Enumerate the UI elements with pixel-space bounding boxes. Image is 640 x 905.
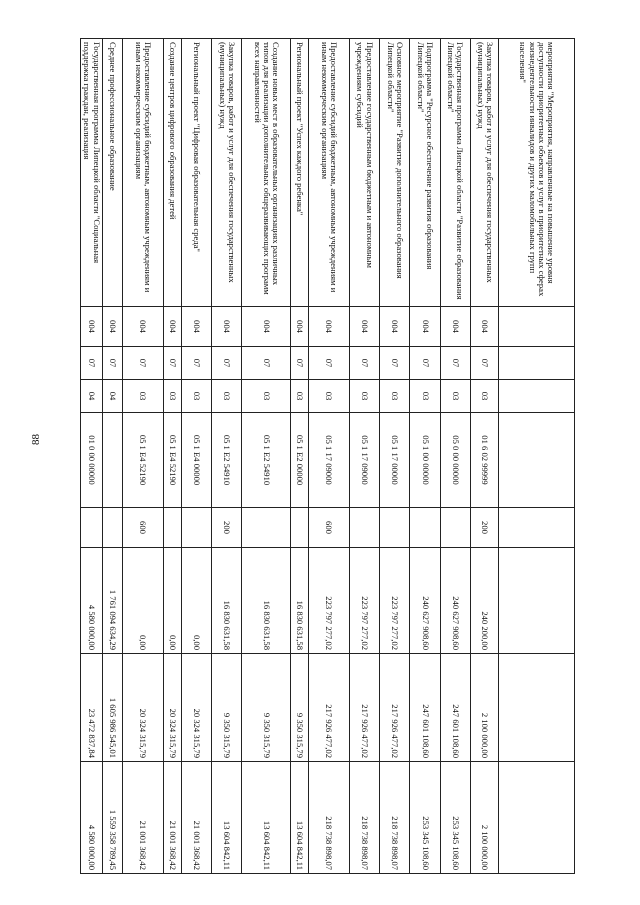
section-code: 07 (212, 347, 242, 380)
admin-code: 004 (212, 307, 242, 347)
target-article: 05 1 E4 52190 (163, 413, 181, 508)
expense-type (290, 508, 308, 548)
admin-code: 004 (349, 307, 379, 347)
admin-code: 004 (410, 307, 440, 347)
amount-year-3: 218 738 898,07 (309, 762, 349, 874)
amount-year-2: 20 324 315,79 (163, 654, 181, 762)
target-article (499, 413, 575, 508)
amount-year-3: 253 345 108,60 (440, 762, 470, 874)
expense-type: 600 (123, 508, 163, 548)
row-name: Основное мероприятие "Развитие дополнительного образования Липецкой области" (379, 39, 409, 307)
table-row (410, 39, 440, 874)
amount-year-1: 240 627 908,60 (440, 548, 470, 654)
amount-year-3: 21 001 368,42 (181, 762, 211, 874)
amount-year-3: 218 738 898,07 (349, 762, 379, 874)
row-name: Предоставление субсидий бюджетным, автономным учреждениям и иным некоммерческим организациям (123, 39, 163, 307)
target-article: 05 1 17 09000 (309, 413, 349, 508)
target-article: 05 1 E4 00000 (181, 413, 211, 508)
section-code: 07 (102, 347, 122, 380)
row-name: Предоставление субсидий бюджетным, автономным учреждениям и иным некоммерческим организациям (309, 39, 349, 307)
amount-year-2: 217 926 477,02 (309, 654, 349, 762)
expense-type (102, 508, 122, 548)
row-name: мероприятия "Мероприятия, направленные на повышение уровня доступности приоритетных объектов и услуг в приоритетных сферах жизнедеятельности инвалидов и других маломобильных групп населения" (499, 39, 575, 307)
row-name: Предоставление государственным бюджетным и автономным учреждениям субсидий (349, 39, 379, 307)
expense-type (499, 508, 575, 548)
amount-year-1: 16 830 631,58 (242, 548, 291, 654)
amount-year-1: 4 580 000,00 (81, 548, 103, 654)
amount-year-3: 13 604 842,11 (242, 762, 291, 874)
subsection-code: 03 (470, 380, 498, 413)
expense-type (181, 508, 211, 548)
section-code: 07 (309, 347, 349, 380)
target-article: 05 1 E2 54910 (212, 413, 242, 508)
subsection-code: 03 (163, 380, 181, 413)
amount-year-2: 9 350 315,79 (212, 654, 242, 762)
row-name: Закупка товаров, работ и услуг для обеспечения государственных (муниципальных) нужд (470, 39, 498, 307)
subsection-code: 03 (123, 380, 163, 413)
amount-year-3: 218 738 898,07 (379, 762, 409, 874)
table-row (470, 39, 498, 874)
section-code: 07 (440, 347, 470, 380)
amount-year-2: 23 472 837,84 (81, 654, 103, 762)
table-row (349, 39, 379, 874)
target-article: 01 6 02 99999 (470, 413, 498, 508)
table-row (212, 39, 242, 874)
table-row (102, 39, 122, 874)
subsection-code: 03 (349, 380, 379, 413)
table-row (499, 39, 575, 874)
row-name: Государственная программа Липецкой области "Социальная поддержка граждан, реализация (81, 39, 103, 307)
target-article: 05 1 E2 54910 (242, 413, 291, 508)
expense-type (242, 508, 291, 548)
amount-year-3: 1 559 358 789,45 (102, 762, 122, 874)
amount-year-2: 20 324 315,79 (181, 654, 211, 762)
amount-year-2: 247 601 108,60 (410, 654, 440, 762)
admin-code: 004 (242, 307, 291, 347)
admin-code: 004 (102, 307, 122, 347)
amount-year-1: 240 200,00 (470, 548, 498, 654)
expense-type: 200 (470, 508, 498, 548)
subsection-code: 03 (440, 380, 470, 413)
section-code: 07 (410, 347, 440, 380)
amount-year-1: 0,00 (123, 548, 163, 654)
amount-year-2: 9 350 315,79 (290, 654, 308, 762)
amount-year-2: 1 605 986 545,01 (102, 654, 122, 762)
amount-year-1: 223 797 277,02 (309, 548, 349, 654)
expense-type: 200 (212, 508, 242, 548)
section-code: 07 (290, 347, 308, 380)
amount-year-3: 13 604 842,11 (212, 762, 242, 874)
amount-year-3: 13 604 842,11 (290, 762, 308, 874)
target-article: 05 0 00 00000 (440, 413, 470, 508)
row-name: Подпрограмма "Ресурсное обеспечение развития образования Липецкой области" (410, 39, 440, 307)
table-row (81, 39, 103, 874)
table-row (163, 39, 181, 874)
section-code (499, 347, 575, 380)
target-article (102, 413, 122, 508)
amount-year-3: 21 001 368,42 (163, 762, 181, 874)
section-code: 07 (242, 347, 291, 380)
subsection-code: 03 (181, 380, 211, 413)
amount-year-2: 2 100 000,00 (470, 654, 498, 762)
table-row (123, 39, 163, 874)
row-name: Государственная программа Липецкой области "Развитие образования Липецкой области" (440, 39, 470, 307)
admin-code: 004 (379, 307, 409, 347)
amount-year-1: 16 830 631,58 (212, 548, 242, 654)
table-row (181, 39, 211, 874)
amount-year-1: 223 797 277,02 (349, 548, 379, 654)
amount-year-2: 247 601 108,60 (440, 654, 470, 762)
amount-year-2: 9 350 315,79 (242, 654, 291, 762)
target-article: 05 1 E4 52190 (123, 413, 163, 508)
admin-code: 004 (309, 307, 349, 347)
expense-type (163, 508, 181, 548)
subsection-code: 03 (290, 380, 308, 413)
table-body (81, 39, 575, 874)
amount-year-1: 1 761 094 634,29 (102, 548, 122, 654)
subsection-code: 03 (309, 380, 349, 413)
amount-year-3: 253 345 108,60 (410, 762, 440, 874)
section-code: 07 (470, 347, 498, 380)
target-article: 05 1 E2 00000 (290, 413, 308, 508)
amount-year-2: 20 324 315,79 (123, 654, 163, 762)
subsection-code: 03 (242, 380, 291, 413)
section-code: 07 (81, 347, 103, 380)
amount-year-1: 223 797 277,02 (379, 548, 409, 654)
row-name: Создание центров цифрового образования детей (163, 39, 181, 307)
amount-year-1: 16 830 631,58 (290, 548, 308, 654)
expense-type (410, 508, 440, 548)
target-article: 05 1 00 00000 (410, 413, 440, 508)
section-code: 07 (163, 347, 181, 380)
subsection-code: 04 (102, 380, 122, 413)
admin-code: 004 (290, 307, 308, 347)
amount-year-3 (499, 762, 575, 874)
table-row (379, 39, 409, 874)
amount-year-1 (499, 548, 575, 654)
row-name: Среднее профессиональное образование (102, 39, 122, 307)
amount-year-3: 21 001 368,42 (123, 762, 163, 874)
admin-code: 004 (181, 307, 211, 347)
section-code: 07 (349, 347, 379, 380)
row-name: Региональный проект "Успех каждого ребенка" (290, 39, 308, 307)
rotated-table-container (80, 38, 575, 873)
amount-year-2: 217 926 477,02 (379, 654, 409, 762)
row-name: Региональный проект "Цифровая образовательная среда" (181, 39, 211, 307)
row-name: Закупка товаров, работ и услуг для обеспечения государственных (муниципальных) нужд (212, 39, 242, 307)
expense-type (440, 508, 470, 548)
expense-type (379, 508, 409, 548)
budget-table (80, 38, 575, 874)
target-article: 01 0 00 00000 (81, 413, 103, 508)
amount-year-1: 240 627 908,60 (410, 548, 440, 654)
section-code: 07 (379, 347, 409, 380)
amount-year-1: 0,00 (163, 548, 181, 654)
expense-type (349, 508, 379, 548)
admin-code: 004 (81, 307, 103, 347)
table-row (290, 39, 308, 874)
amount-year-2 (499, 654, 575, 762)
expense-type: 600 (309, 508, 349, 548)
section-code: 07 (181, 347, 211, 380)
subsection-code: 03 (212, 380, 242, 413)
admin-code: 004 (123, 307, 163, 347)
expense-type (81, 508, 103, 548)
amount-year-1: 0,00 (181, 548, 211, 654)
table-row (242, 39, 291, 874)
subsection-code (499, 380, 575, 413)
table-row (440, 39, 470, 874)
admin-code: 004 (440, 307, 470, 347)
admin-code: 004 (163, 307, 181, 347)
table-row (309, 39, 349, 874)
admin-code (499, 307, 575, 347)
admin-code: 004 (470, 307, 498, 347)
subsection-code: 04 (81, 380, 103, 413)
amount-year-3: 2 100 000,00 (470, 762, 498, 874)
target-article: 05 1 17 09000 (349, 413, 379, 508)
amount-year-3: 4 580 000,00 (81, 762, 103, 874)
subsection-code: 03 (379, 380, 409, 413)
amount-year-2: 217 926 477,02 (349, 654, 379, 762)
page-number: 88 (30, 434, 42, 445)
subsection-code: 03 (410, 380, 440, 413)
target-article: 05 1 17 00000 (379, 413, 409, 508)
section-code: 07 (123, 347, 163, 380)
row-name: Создание новых мест в образовательных организациях различных типов для реализации дополнительных общеразвивающих программ всех направленностей (242, 39, 291, 307)
